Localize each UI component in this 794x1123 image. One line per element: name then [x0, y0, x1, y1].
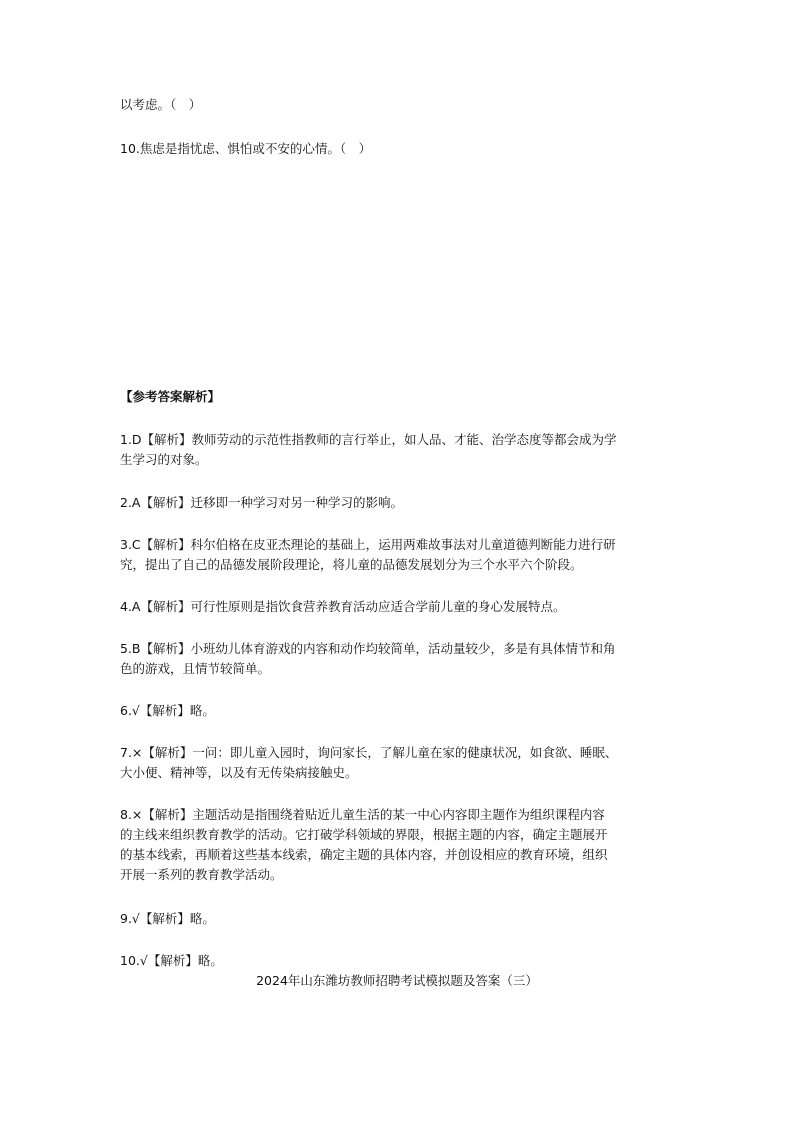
answer-7-line-1: 7.×【解析】一问：即儿童入园时，询问家长，了解儿童在家的健康状况，如食欲、睡眠、	[120, 745, 618, 760]
answer-8-line-1: 8.×【解析】主题活动是指围绕着贴近儿童生活的某一中心内容即主题作为组织课程内容	[120, 807, 605, 822]
answer-4	[120, 597, 676, 617]
question-9-tail: 以考虑。（ ）	[120, 97, 202, 112]
answer-5	[120, 639, 676, 679]
answer-8-line-2: 的主线来组织教育教学的活动。它打破学科领域的界限，根据主题的内容，确定主题展开	[120, 827, 608, 842]
answer-5-line-1: 5.B【解析】小班幼儿体育游戏的内容和动作均较简单，活动量较少，多是有具体情节和角	[120, 641, 616, 656]
question-10: 10.焦虑是指忧虑、惧怕或不安的心情。（ ）	[120, 141, 372, 156]
answer-6	[120, 701, 676, 721]
answer-1	[120, 430, 676, 470]
answer-2	[120, 493, 676, 513]
answer-1-line-1: 1.D【解析】教师劳动的示范性指教师的言行举止，如人品、才能、治学态度等都会成为学	[120, 432, 617, 447]
answer-9-line-1: 9.√【解析】略。	[120, 911, 215, 926]
answer-1-line-2: 生学习的对象。	[120, 452, 208, 467]
answer-4-line-1: 4.A【解析】可行性原则是指饮食营养教育活动应适合学前儿童的身心发展特点。	[120, 599, 566, 614]
answer-7	[120, 743, 676, 783]
answer-5-line-2: 色的游戏，且情节较简单。	[120, 661, 271, 676]
answer-7-line-2: 大小便、精神等，以及有无传染病接触史。	[120, 765, 358, 780]
answer-8	[120, 805, 676, 885]
answers-heading: 【参考答案解析】	[120, 389, 221, 404]
answer-10-line-1: 10.√【解析】略。	[120, 953, 223, 968]
footer-title: 2024年山东潍坊教师招聘考试模拟题及答案（三）	[256, 973, 538, 988]
answer-8-line-3: 的基本线索，再顺着这些基本线索，确定主题的具体内容，并创设相应的教育环境，组织	[120, 847, 608, 862]
answer-9	[120, 909, 676, 929]
answer-3-line-2: 究，提出了自己的品德发展阶段理论，将儿童的品德发展划分为三个水平六个阶段。	[120, 557, 583, 572]
answer-2-line-1: 2.A【解析】迁移即一种学习对另一种学习的影响。	[120, 495, 403, 510]
answer-10	[120, 951, 676, 971]
answer-8-line-4: 开展一系列的教育教学活动。	[120, 867, 283, 882]
answer-3-line-1: 3.C【解析】科尔伯格在皮亚杰理论的基础上，运用两难故事法对儿童道德判断能力进行研	[120, 537, 616, 552]
answer-3	[120, 535, 676, 575]
answer-6-line-1: 6.√【解析】略。	[120, 703, 215, 718]
